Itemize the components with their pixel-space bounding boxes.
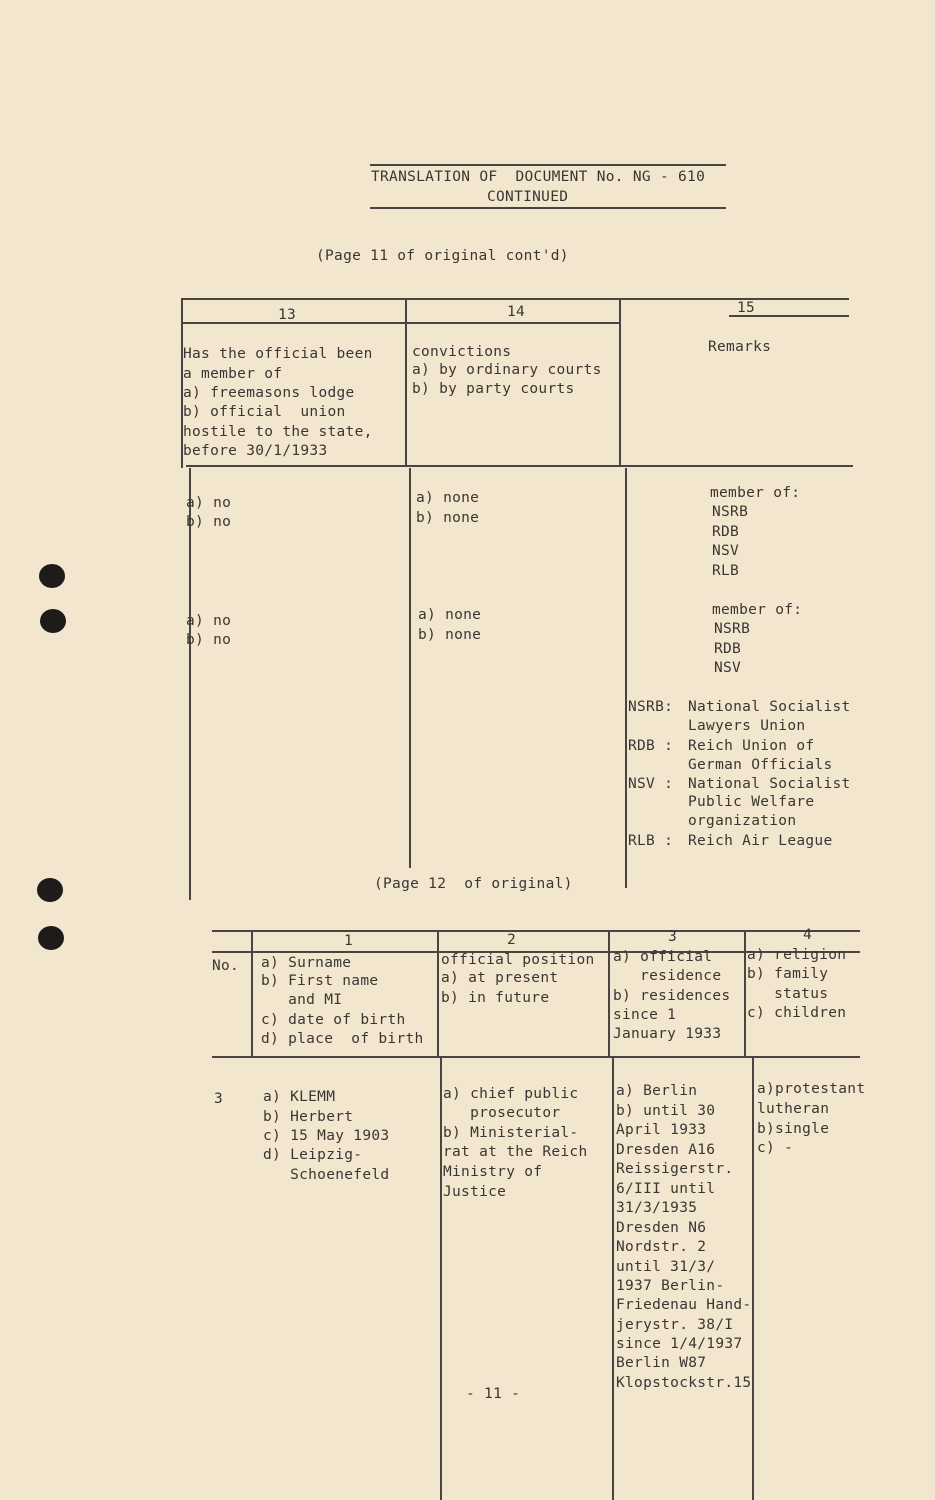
column-number: 1 bbox=[344, 933, 354, 949]
column-header-line: c) children bbox=[747, 1005, 847, 1021]
column-number: 3 bbox=[668, 929, 678, 945]
cell-line: c) 15 May 1903 bbox=[263, 1128, 390, 1144]
abbreviation-text: Lawyers Union bbox=[688, 718, 806, 734]
column-header-line: convictions bbox=[412, 344, 512, 360]
cell-line: b) none bbox=[418, 627, 482, 643]
column-header-line: hostile to the state, bbox=[183, 424, 373, 440]
table-rule bbox=[189, 468, 191, 900]
cell-line: RLB bbox=[712, 563, 740, 579]
column-header-line: b) in future bbox=[441, 990, 550, 1006]
document-title: TRANSLATION OF DOCUMENT No. NG - 610 bbox=[371, 169, 706, 185]
column-header-line: b) residences bbox=[613, 988, 731, 1004]
cell-line: April 1933 bbox=[616, 1122, 707, 1138]
cell-line: since 1/4/1937 bbox=[616, 1336, 743, 1352]
column-number: 14 bbox=[507, 304, 526, 320]
abbreviation: RLB : bbox=[628, 833, 674, 849]
abbreviation-text: National Socialist bbox=[688, 776, 851, 792]
cell-line: Friedenau Hand- bbox=[616, 1297, 752, 1313]
table-rule bbox=[212, 930, 860, 932]
column-header-line: and MI bbox=[261, 992, 343, 1008]
column-header-line: b) First name bbox=[261, 973, 379, 989]
cell-line: a) none bbox=[416, 490, 480, 506]
cell-line: RDB bbox=[712, 524, 740, 540]
column-header-line: c) date of birth bbox=[261, 1012, 406, 1028]
table-rule bbox=[212, 1056, 860, 1058]
column-header-line: January 1933 bbox=[613, 1026, 722, 1042]
punch-hole bbox=[38, 926, 64, 950]
cell-line: Klopstockstr.15 bbox=[616, 1375, 752, 1391]
cell-line: 1937 Berlin- bbox=[616, 1278, 725, 1294]
column-header-line: Remarks bbox=[708, 339, 772, 355]
cell-line: b) no bbox=[186, 514, 232, 530]
abbreviation: NSV : bbox=[628, 776, 674, 792]
cell-line: NSV bbox=[714, 660, 742, 676]
cell-line: Nordstr. 2 bbox=[616, 1239, 707, 1255]
column-header-line: status bbox=[747, 986, 829, 1002]
page-number: - 11 - bbox=[466, 1386, 521, 1402]
column-number: 2 bbox=[507, 932, 517, 948]
abbreviation-text: German Officials bbox=[688, 757, 833, 773]
header-rule-bottom bbox=[370, 207, 726, 209]
column-header-line: a) official bbox=[613, 949, 713, 965]
cell-line: rat at the Reich bbox=[443, 1144, 588, 1160]
column-number: 15 bbox=[737, 300, 756, 316]
cell-line: Schoenefeld bbox=[263, 1167, 390, 1183]
cell-line: prosecutor bbox=[443, 1105, 561, 1121]
cell-line: a)protestant bbox=[757, 1081, 866, 1097]
column-header-line: a) by ordinary courts bbox=[412, 362, 602, 378]
column-header-line: d) place of birth bbox=[261, 1031, 424, 1047]
cell-line: c) - bbox=[757, 1140, 794, 1156]
table-rule bbox=[181, 322, 621, 324]
cell-line: b) until 30 bbox=[616, 1103, 716, 1119]
table-rule bbox=[440, 1058, 442, 1500]
column-number: 4 bbox=[803, 927, 813, 943]
cell-line: until 31/3/ bbox=[616, 1259, 716, 1275]
column-header-line: residence bbox=[613, 968, 722, 984]
abbreviation-text: Reich Air League bbox=[688, 833, 833, 849]
cell-line: Dresden N6 bbox=[616, 1220, 707, 1236]
column-header-line: No. bbox=[212, 958, 240, 974]
table-rule bbox=[437, 930, 439, 1058]
table-rule bbox=[612, 1058, 614, 1500]
punch-hole bbox=[39, 564, 65, 588]
table-rule bbox=[619, 298, 621, 466]
column-header-line: before 30/1/1933 bbox=[183, 443, 328, 459]
punch-hole bbox=[40, 609, 66, 633]
cell-line: lutheran bbox=[757, 1101, 830, 1117]
page-12-note: (Page 12 of original) bbox=[374, 876, 573, 892]
abbreviation-text: Reich Union of bbox=[688, 738, 815, 754]
cell-line: jerystr. 38/I bbox=[616, 1317, 734, 1333]
cell-line: member of: bbox=[712, 602, 803, 618]
abbreviation-text: National Socialist bbox=[688, 699, 851, 715]
cell-line: b) none bbox=[416, 510, 480, 526]
column-header-line: b) official union bbox=[183, 404, 346, 420]
cell-line: RDB bbox=[714, 641, 742, 657]
cell-line: b)single bbox=[757, 1121, 830, 1137]
cell-line: a) KLEMM bbox=[263, 1089, 336, 1105]
table-rule bbox=[405, 298, 407, 466]
column-header-line: since 1 bbox=[613, 1007, 677, 1023]
page-11-note: (Page 11 of original cont'd) bbox=[316, 248, 569, 264]
table-rule bbox=[608, 930, 610, 1058]
punch-hole bbox=[37, 878, 63, 902]
abbreviation: RDB : bbox=[628, 738, 674, 754]
abbreviation-text: Public Welfare bbox=[688, 794, 815, 810]
column-header-line: Has the official been bbox=[183, 346, 373, 362]
cell-line: Ministry of bbox=[443, 1164, 543, 1180]
cell-line: a) no bbox=[186, 613, 232, 629]
cell-line: b) Ministerial- bbox=[443, 1125, 579, 1141]
cell-line: 6/III until bbox=[616, 1181, 716, 1197]
table-rule bbox=[744, 930, 746, 1058]
cell-line: NSRB bbox=[714, 621, 751, 637]
column-header-line: a) Surname bbox=[261, 955, 352, 971]
table-rule bbox=[251, 930, 253, 1058]
column-header-line: b) family bbox=[747, 966, 829, 982]
cell-line: NSRB bbox=[712, 504, 749, 520]
row-number: 3 bbox=[214, 1091, 224, 1107]
cell-line: Dresden A16 bbox=[616, 1142, 716, 1158]
cell-line: Berlin W87 bbox=[616, 1355, 707, 1371]
cell-line: Reissigerstr. bbox=[616, 1161, 734, 1177]
header-rule-top bbox=[370, 164, 726, 166]
table-rule bbox=[409, 468, 411, 868]
cell-line: Justice bbox=[443, 1184, 507, 1200]
table-rule bbox=[752, 1058, 754, 1500]
cell-line: a) Berlin bbox=[616, 1083, 698, 1099]
cell-line: a) chief public bbox=[443, 1086, 579, 1102]
cell-line: 31/3/1935 bbox=[616, 1200, 698, 1216]
cell-line: member of: bbox=[710, 485, 801, 501]
column-header-line: a member of bbox=[183, 366, 283, 382]
column-number: 13 bbox=[278, 307, 297, 323]
column-header-line: a) freemasons lodge bbox=[183, 385, 355, 401]
table-rule bbox=[625, 468, 627, 888]
cell-line: b) no bbox=[186, 632, 232, 648]
column-header-line: a) at present bbox=[441, 970, 559, 986]
column-header-line: a) religion bbox=[747, 947, 847, 963]
abbreviation: NSRB: bbox=[628, 699, 674, 715]
table-rule bbox=[186, 465, 853, 467]
cell-line: a) no bbox=[186, 495, 232, 511]
cell-line: b) Herbert bbox=[263, 1109, 354, 1125]
document-subtitle: CONTINUED bbox=[487, 189, 569, 205]
cell-line: d) Leipzig- bbox=[263, 1147, 363, 1163]
cell-line: a) none bbox=[418, 607, 482, 623]
column-header-line: official position bbox=[441, 952, 595, 968]
abbreviation-text: organization bbox=[688, 813, 797, 829]
column-header-line: b) by party courts bbox=[412, 381, 575, 397]
cell-line: NSV bbox=[712, 543, 740, 559]
